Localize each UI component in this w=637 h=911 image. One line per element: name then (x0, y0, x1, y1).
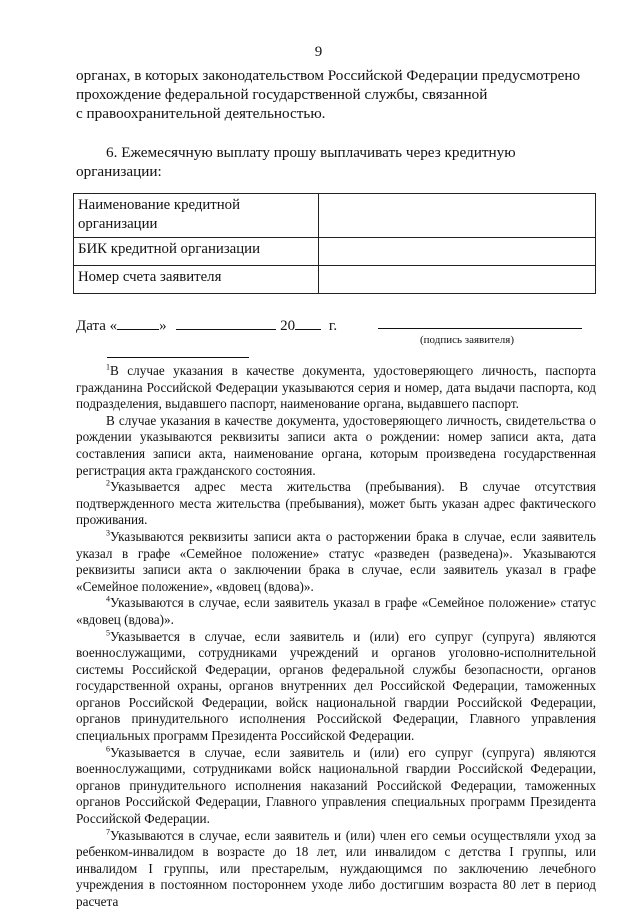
bank-details-table (73, 193, 596, 294)
signature-caption: (подпись заявителя) (420, 334, 515, 346)
footnote (76, 595, 596, 628)
bik-field[interactable] (319, 238, 596, 266)
footnote-text: В случае указания в качестве документа, удостоверяющего личность, паспорта гражданина Российской Федерации указываются серия и номер, дата выдачи паспорта, код подразделения, выдавшего паспорт, наименование органа, выдавшего паспорт. (76, 363, 596, 412)
section-6-line-2: организации: (76, 163, 162, 180)
footnote (76, 629, 596, 745)
date-prefix: Дата « (76, 318, 118, 334)
section-6-word: выплату (216, 144, 270, 161)
table-row (74, 238, 596, 266)
page-number: 9 (314, 44, 323, 60)
date-close-quote: » (159, 318, 167, 334)
footnote-text: Указываются в случае, если заявитель и (или) член его семьи осуществляли уход за ребенком-инвалидом в возрасте до 18 лет, или инвалидом с детства I группы, или инвалидом I группы, или престарелым, нуждающимся по заключению лечебного учреждения в постоянном постороннем уходе либо достигшим возраста 80 лет в период расчета (76, 827, 596, 909)
footnote-mark: 7 (106, 827, 110, 837)
section-6-line-1 (76, 143, 598, 162)
year-suffix: г. (328, 318, 338, 334)
footnote-mark: 6 (106, 744, 110, 754)
footnote-text: Указывается в случае, если заявитель и (или) его супруг (супруга) являются военнослужащими, сотрудниками войск национальной гвардии Российской Федерации, органов принудительного исполнения наказаний Российской Федерации, таможенных органов Российской Федерации, Главного управления специальных программ Президента Российской Федерации. (76, 744, 596, 827)
intro-paragraph (76, 66, 598, 123)
footnotes (76, 363, 596, 911)
intro-word: федеральной (164, 86, 249, 103)
intro-word: государственной (252, 86, 361, 103)
bank-name-label: Наименование кредитной организации (74, 194, 319, 238)
account-number-label: Номер счета заявителя (74, 266, 319, 294)
account-number-field[interactable] (319, 266, 596, 294)
section-6-word: выплачивать (320, 144, 403, 161)
footnote-separator (107, 357, 249, 358)
footnote (76, 479, 596, 529)
section-6-word: кредитную (444, 144, 516, 161)
footnote-text: В случае указания в качестве документа, удостоверяющего личность, свидетельства о рождении указываются реквизиты записи акта о рождении: номер записи акта, дата составления записи акта, наименование органа, которым произведена государственная регистрация акта гражданского состояния. (76, 412, 596, 478)
intro-word: службы, (364, 86, 419, 103)
intro-line-2 (76, 85, 598, 104)
day-blank[interactable] (117, 315, 159, 330)
footnote-mark: 3 (106, 528, 110, 538)
intro-line-1: органах, в которых законодательством Российской Федерации предусмотрено (76, 67, 581, 84)
footnote (76, 828, 596, 911)
table-row (74, 266, 596, 294)
year-blank[interactable] (295, 315, 321, 330)
footnote-mark: 1 (106, 362, 110, 372)
intro-word: связанной (421, 86, 488, 103)
footnote-text: Указываются реквизиты записи акта о расторжении брака в случае, если заявитель указал в графе «Семейное положение» статус «разведен (разведена)». Указываются реквизиты записи акта о заключении брака в случае, если заявитель указал в графе «Семейное положение», «вдовец (вдова)». (76, 528, 596, 594)
footnote-text: Указывается адрес места жительства (пребывания). В случае отсутствия подтвержденного места жительства (пребывания), может быть указан адрес фактического проживания. (76, 479, 596, 528)
footnote-text: Указывается в случае, если заявитель и (или) его супруг (супруга) являются военнослужащими, сотрудниками учреждений и органов уголовно-исполнительной системы Российской Федерации, органов федеральной службы безопасности, органов государственной охраны, органов внутренних дел Российской Федерации, таможенных органов Российской Федерации, войск национальной гвардии Российской Федерации, органов принудительного исполнения Российской Федерации, Главного управления специальных программ Президента Российской Федерации. (76, 628, 596, 744)
section-6-word: через (405, 144, 441, 161)
section-6-word: прошу (273, 144, 317, 161)
footnote-mark: 4 (106, 594, 110, 604)
footnote-text: Указываются в случае, если заявитель указал в графе «Семейное положение» статус «вдовец (вдова)». (76, 595, 596, 627)
section-6-word: 6. (106, 144, 118, 161)
bik-label: БИК кредитной организации (74, 238, 319, 266)
footnote (76, 529, 596, 595)
table-row (74, 194, 596, 238)
bank-name-field[interactable] (319, 194, 596, 238)
section-6-word: Ежемесячную (121, 144, 213, 161)
month-blank[interactable] (176, 315, 276, 330)
footnote-mark: 5 (106, 628, 110, 638)
date-line (76, 315, 337, 335)
intro-word: прохождение (76, 86, 162, 103)
year-prefix: 20 (280, 318, 296, 334)
intro-line-3: с правоохранительной деятельностью. (76, 105, 326, 122)
footnote (76, 413, 596, 479)
footnote (76, 745, 596, 828)
signature-line[interactable] (378, 328, 582, 329)
section-6-paragraph (76, 143, 598, 181)
footnote (76, 363, 596, 413)
footnote-mark: 2 (106, 478, 110, 488)
